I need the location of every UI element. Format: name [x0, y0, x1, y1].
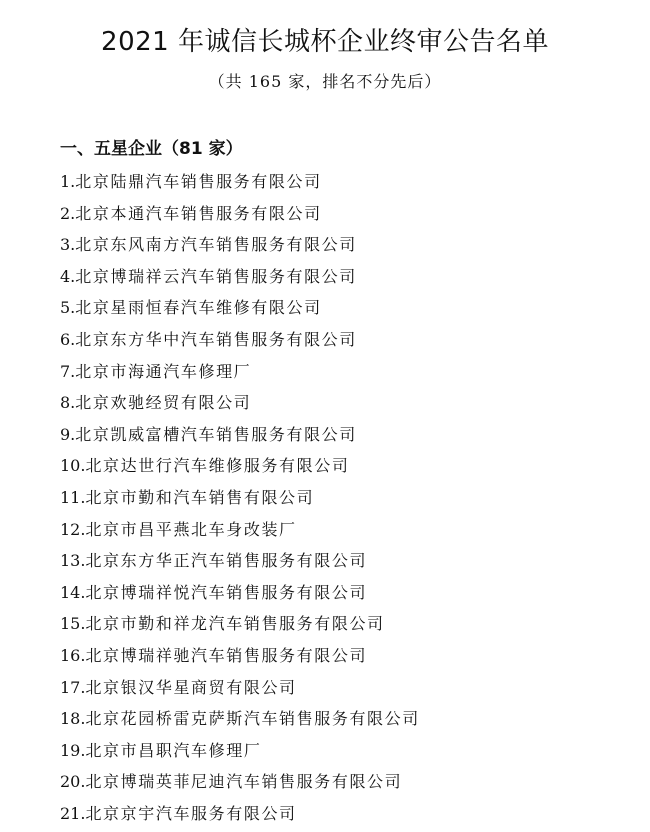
list-item [60, 166, 640, 198]
list-item-company-name: 北京博瑞祥悦汽车销售服务有限公司 [85, 582, 368, 602]
list-item [60, 387, 640, 419]
company-list [60, 166, 640, 829]
list-item [60, 198, 640, 230]
list-item [60, 292, 640, 324]
list-item-company-name: 北京市昌平燕北车身改装厂 [85, 519, 297, 539]
list-item-number: 3. [60, 235, 76, 255]
page-subtitle: （共 165 家，排名不分先后） [208, 72, 442, 91]
list-item-company-name: 北京花园桥雷克萨斯汽车销售服务有限公司 [85, 709, 420, 729]
list-item [60, 735, 640, 767]
list-item [60, 229, 640, 261]
list-item-number: 18. [60, 709, 86, 729]
list-item-company-name: 北京京宇汽车服务有限公司 [85, 803, 297, 823]
list-item-number: 5. [60, 298, 76, 318]
list-item-company-name: 北京市海通汽车修理厂 [75, 361, 252, 381]
list-item-company-name: 北京银汉华星商贸有限公司 [85, 677, 297, 697]
list-item-company-name: 北京达世行汽车维修服务有限公司 [85, 456, 350, 476]
list-item [60, 798, 640, 830]
list-item-number: 4. [60, 266, 76, 286]
list-item-company-name: 北京凯威富槽汽车销售服务有限公司 [75, 424, 357, 444]
list-item-company-name: 北京本通汽车销售服务有限公司 [75, 203, 322, 223]
list-item-company-name: 北京市勤和汽车销售有限公司 [85, 487, 315, 507]
list-item-company-name: 北京欢驰经贸有限公司 [75, 393, 252, 413]
list-item [60, 703, 640, 735]
list-item-number: 10. [60, 456, 86, 476]
page-title: 2021 年诚信长城杯企业终审公告名单 [101, 27, 549, 57]
list-item-number: 6. [60, 329, 76, 349]
list-item [60, 514, 640, 546]
list-item-number: 16. [60, 645, 86, 665]
list-item [60, 766, 640, 798]
list-item-number: 17. [60, 677, 86, 697]
list-item [60, 608, 640, 640]
list-item-number: 11. [60, 487, 86, 507]
list-item-number: 9. [60, 424, 76, 444]
section-heading: 一、五星企业（81 家） [60, 139, 243, 159]
list-item-number: 15. [60, 614, 86, 634]
list-item-company-name: 北京博瑞祥云汽车销售服务有限公司 [75, 266, 357, 286]
list-item-number: 1. [60, 172, 76, 191]
list-item [60, 419, 640, 451]
list-item-number: 8. [60, 393, 76, 413]
list-item [60, 545, 640, 577]
list-item-number: 21. [60, 803, 86, 823]
list-item-company-name: 北京东风南方汽车销售服务有限公司 [75, 235, 357, 255]
list-item-number: 7. [60, 361, 76, 381]
list-item [60, 482, 640, 514]
list-item-number: 12. [60, 519, 86, 539]
list-item-number: 19. [60, 740, 86, 760]
list-item-company-name: 北京博瑞英菲尼迪汽车销售服务有限公司 [85, 772, 403, 792]
list-item-number: 20. [60, 772, 86, 792]
list-item [60, 672, 640, 704]
list-item-company-name: 北京博瑞祥驰汽车销售服务有限公司 [85, 645, 368, 665]
list-item-company-name: 北京市勤和祥龙汽车销售服务有限公司 [85, 614, 385, 634]
list-item [60, 450, 640, 482]
list-item [60, 324, 640, 356]
list-item [60, 261, 640, 293]
list-item [60, 640, 640, 672]
list-item-company-name: 北京东方华正汽车销售服务有限公司 [85, 551, 368, 571]
list-item-company-name: 北京星雨恒春汽车维修有限公司 [75, 298, 322, 318]
list-item [60, 356, 640, 388]
list-item-number: 2. [60, 203, 76, 223]
list-item [60, 577, 640, 609]
list-item-number: 14. [60, 582, 86, 602]
list-item-number: 13. [60, 551, 86, 571]
list-item-company-name: 北京东方华中汽车销售服务有限公司 [75, 329, 357, 349]
list-item-company-name: 北京陆鼎汽车销售服务有限公司 [75, 172, 322, 191]
list-item-company-name: 北京市昌职汽车修理厂 [85, 740, 262, 760]
